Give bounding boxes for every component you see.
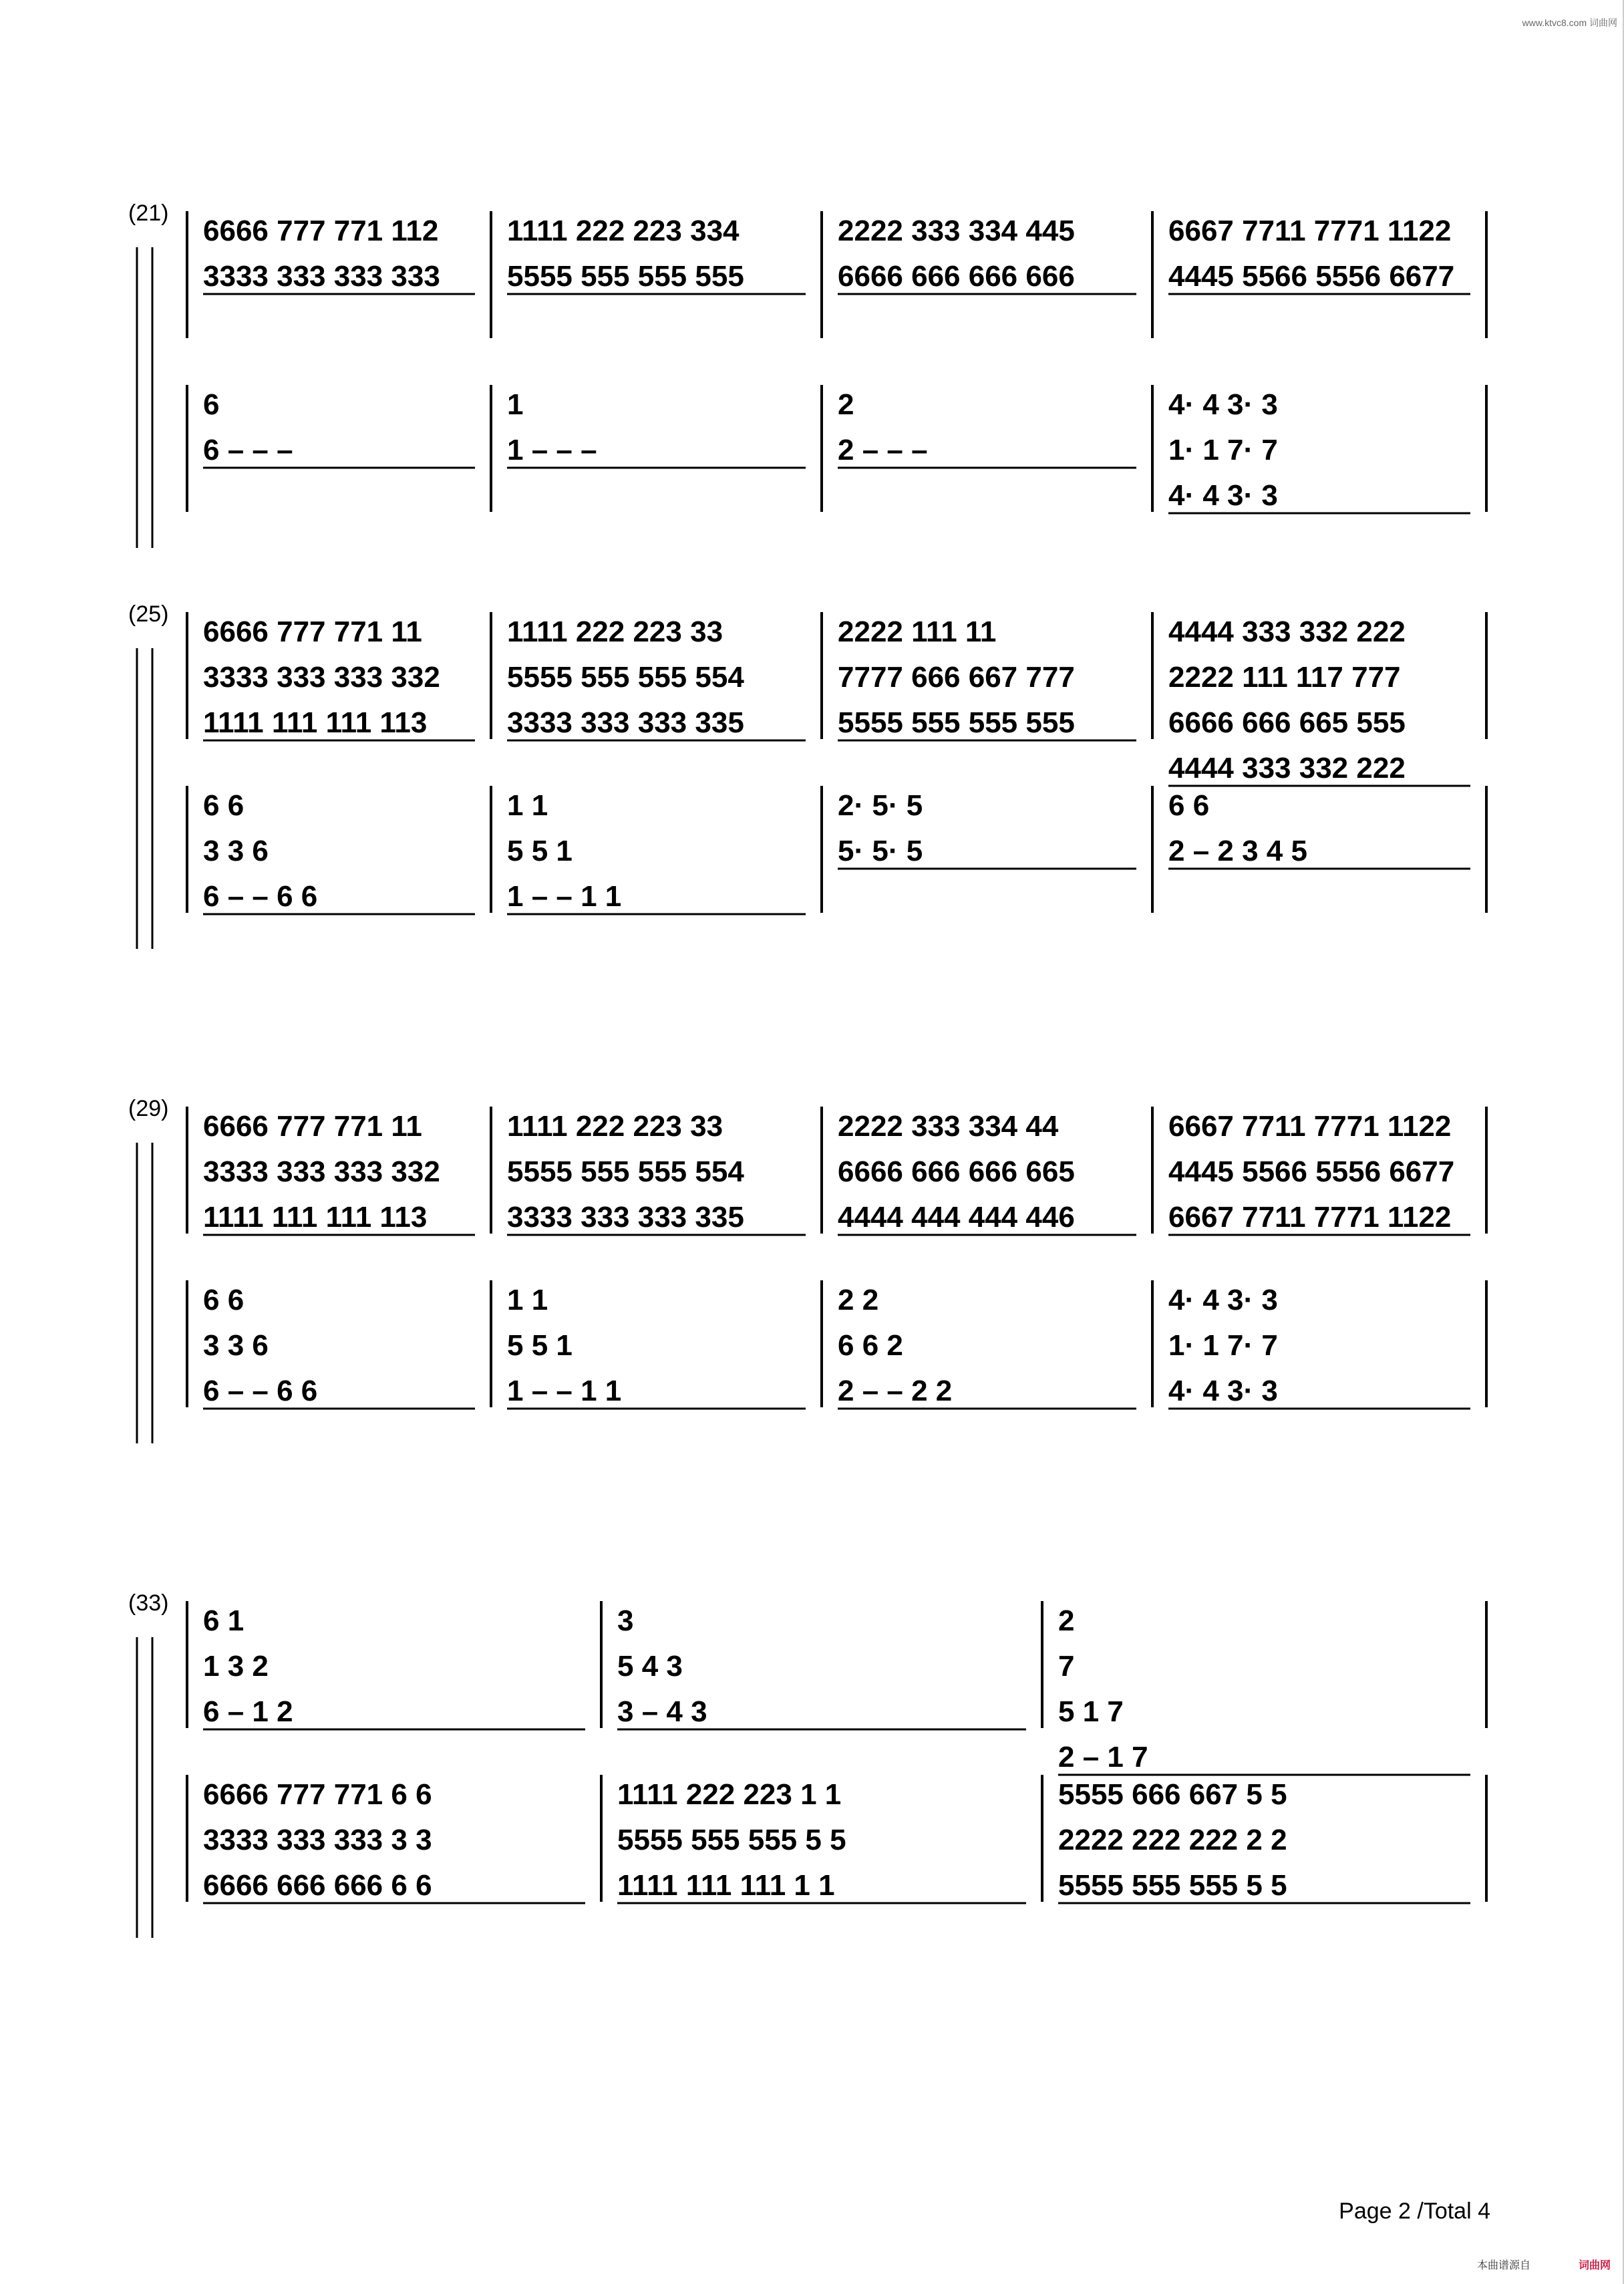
treble-measure-line: 2 bbox=[1058, 1604, 1075, 1637]
treble-measure-line: 4444 444 444 446 bbox=[838, 1201, 1075, 1234]
treble-measure-line: 3333 333 333 335 bbox=[507, 706, 744, 739]
treble-measure-line: 3 bbox=[617, 1604, 634, 1637]
treble-measure-line: 5555 555 555 554 bbox=[507, 661, 744, 694]
bass-measure-line: 6 – – 6 6 bbox=[203, 880, 318, 913]
treble-measure-line: 6666 777 771 112 bbox=[203, 215, 439, 247]
treble-measure-line: 6667 7711 7771 1122 bbox=[1168, 215, 1452, 247]
treble-measure-line: 6666 777 771 11 bbox=[203, 615, 422, 648]
bass-measure-line: 2 – 2 3 4 5 bbox=[1168, 835, 1307, 867]
site-watermark: www.ktvc8.com 词曲网 bbox=[1522, 17, 1617, 28]
treble-measure-line: 5555 555 555 555 bbox=[838, 706, 1075, 739]
measure-number: (25) bbox=[128, 601, 169, 627]
bass-measure-line: 5555 555 555 5 5 bbox=[1058, 1869, 1287, 1902]
treble-measure-line: 5555 555 555 554 bbox=[507, 1155, 744, 1188]
treble-measure-line: 4445 5566 5556 6677 bbox=[1168, 260, 1455, 293]
treble-measure-line: 6666 666 666 665 bbox=[838, 1155, 1075, 1188]
treble-measure-line: 7777 666 667 777 bbox=[838, 661, 1075, 694]
treble-measure-line: 1111 222 223 334 bbox=[507, 215, 740, 247]
treble-measure-line: 6666 666 665 555 bbox=[1168, 706, 1406, 739]
treble-measure-line: 1111 111 111 113 bbox=[203, 706, 428, 739]
bass-measure-line: 6 – – 6 6 bbox=[203, 1375, 318, 1407]
treble-measure-line: 4444 333 332 222 bbox=[1168, 615, 1406, 648]
measure-number: (29) bbox=[128, 1096, 169, 1121]
bass-measure-line: 2 – – 2 2 bbox=[838, 1375, 953, 1407]
bass-measure-line: 6 6 bbox=[203, 1284, 245, 1316]
bass-measure-line: 2 2 bbox=[838, 1284, 879, 1316]
bass-measure-line: 4· 4 3· 3 bbox=[1168, 1284, 1278, 1316]
treble-measure-line: 3333 333 333 332 bbox=[203, 661, 440, 694]
bass-measure-line: 2· 5· 5 bbox=[838, 789, 923, 822]
treble-measure-line: 2222 333 334 445 bbox=[838, 215, 1075, 247]
bass-measure-line: 1· 1 7· 7 bbox=[1168, 1329, 1278, 1362]
treble-measure-line: 1111 111 111 113 bbox=[203, 1201, 428, 1234]
treble-measure-line: 2222 111 117 777 bbox=[1168, 661, 1401, 694]
treble-measure-line: 6666 777 771 11 bbox=[203, 1110, 422, 1143]
bass-measure-line: 6 6 2 bbox=[838, 1329, 903, 1362]
treble-measure-line: 1111 222 223 33 bbox=[507, 615, 723, 648]
bass-measure-line: 6666 777 771 6 6 bbox=[203, 1778, 432, 1811]
measure-number: (21) bbox=[128, 200, 169, 226]
treble-measure-line: 5 4 3 bbox=[617, 1650, 683, 1683]
treble-measure-line: 6666 666 666 666 bbox=[838, 260, 1075, 293]
treble-measure-line: 6667 7711 7771 1122 bbox=[1168, 1201, 1452, 1234]
bass-measure-line: 4· 4 3· 3 bbox=[1168, 1375, 1278, 1407]
treble-measure-line: 1111 222 223 33 bbox=[507, 1110, 723, 1143]
footer-source: 本曲谱源自 bbox=[1476, 2260, 1530, 2271]
treble-measure-line: 6667 7711 7771 1122 bbox=[1168, 1110, 1452, 1143]
footer-brand: 词曲网 bbox=[1578, 2260, 1611, 2271]
treble-measure-line: 2222 333 334 44 bbox=[838, 1110, 1059, 1143]
bass-measure-line: 3 3 6 bbox=[203, 1329, 269, 1362]
bass-measure-line: 5· 5· 5 bbox=[838, 835, 923, 867]
bass-measure-line: 4· 4 3· 3 bbox=[1168, 388, 1278, 421]
bass-measure-line: 5 5 1 bbox=[507, 835, 573, 867]
bass-measure-line: 1 – – 1 1 bbox=[507, 880, 622, 913]
treble-measure-line: 5 1 7 bbox=[1058, 1695, 1124, 1728]
bass-measure-line: 4· 4 3· 3 bbox=[1168, 479, 1278, 512]
bass-measure-line: 1 1 bbox=[507, 789, 548, 822]
treble-measure-line: 1 3 2 bbox=[203, 1650, 269, 1683]
treble-measure-line: 7 bbox=[1058, 1650, 1075, 1683]
bass-measure-line: 5 5 1 bbox=[507, 1329, 573, 1362]
bass-measure-line: 2222 222 222 2 2 bbox=[1058, 1824, 1287, 1856]
measure-number: (33) bbox=[128, 1590, 169, 1616]
treble-measure-line: 5555 555 555 555 bbox=[507, 260, 744, 293]
bass-measure-line: 1 1 bbox=[507, 1284, 548, 1316]
bass-measure-line: 2 – – – bbox=[838, 434, 928, 466]
treble-measure-line: 6 1 bbox=[203, 1604, 245, 1637]
treble-measure-line: 4445 5566 5556 6677 bbox=[1168, 1155, 1455, 1188]
bass-measure-line: 3 3 6 bbox=[203, 835, 269, 867]
bass-measure-line: 1111 222 223 1 1 bbox=[617, 1778, 842, 1811]
treble-measure-line: 2 – 1 7 bbox=[1058, 1741, 1148, 1773]
bass-measure-line: 1 – – – bbox=[507, 434, 597, 466]
bass-measure-line: 2 bbox=[838, 388, 854, 421]
page-number: Page 2 /Total 4 bbox=[1339, 2198, 1490, 2224]
bass-measure-line: 1 – – 1 1 bbox=[507, 1375, 622, 1407]
bass-measure-line: 1111 111 111 1 1 bbox=[617, 1869, 835, 1902]
bass-measure-line: 5555 666 667 5 5 bbox=[1058, 1778, 1287, 1811]
bass-measure-line: 1· 1 7· 7 bbox=[1168, 434, 1278, 466]
bass-measure-line: 1 bbox=[507, 388, 524, 421]
treble-measure-line: 3333 333 333 335 bbox=[507, 1201, 744, 1234]
treble-measure-line: 3333 333 333 332 bbox=[203, 1155, 440, 1188]
treble-measure-line: 3333 333 333 333 bbox=[203, 260, 440, 293]
bass-measure-line: 6666 666 666 6 6 bbox=[203, 1869, 432, 1902]
bass-measure-line: 5555 555 555 5 5 bbox=[617, 1824, 846, 1856]
bass-measure-line: 6 6 bbox=[203, 789, 245, 822]
bass-measure-line: 6 6 bbox=[1168, 789, 1210, 822]
bass-measure-line: 3333 333 333 3 3 bbox=[203, 1824, 432, 1856]
treble-measure-line: 4444 333 332 222 bbox=[1168, 752, 1406, 784]
treble-measure-line: 2222 111 11 bbox=[838, 615, 997, 648]
treble-measure-line: 6 – 1 2 bbox=[203, 1695, 293, 1728]
treble-measure-line: 3 – 4 3 bbox=[617, 1695, 707, 1728]
bass-measure-line: 6 – – – bbox=[203, 434, 293, 466]
bass-measure-line: 6 bbox=[203, 388, 220, 421]
